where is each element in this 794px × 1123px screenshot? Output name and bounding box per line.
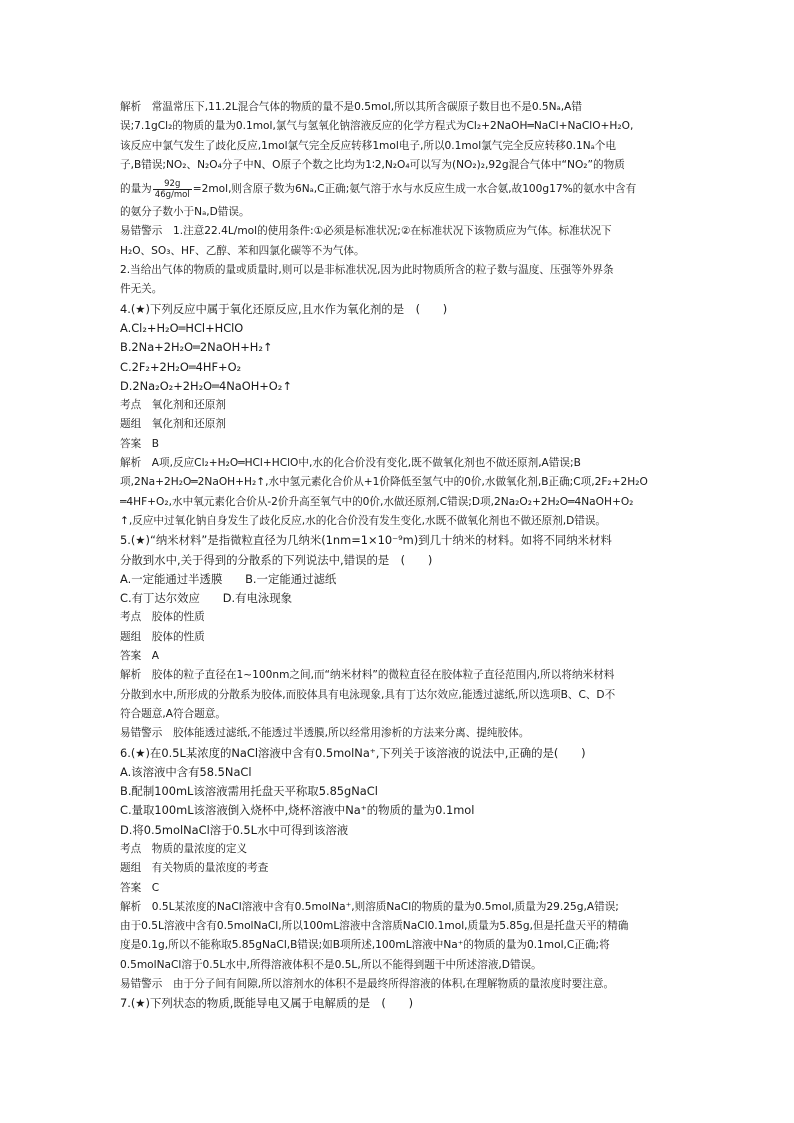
warning-line: 2.当给出气体的物质的量或质量时,则可以是非标准状况,因为此时物质所含的粒子数与温度、压强等外界条 bbox=[120, 264, 614, 277]
analysis-line: 的氨分子数小于Nₐ,D错误。 bbox=[120, 206, 250, 219]
question-5-stem: 5.(★)“纳米材料”是指微粒直径为几纳米(1nm=1×10⁻⁹m)到几十纳米的材料。如将不同纳米材料 bbox=[120, 533, 612, 548]
option-a: A.该溶液中含有58.5NaCl bbox=[120, 764, 252, 779]
analysis-line: 该反应中氯气发生了歧化反应,1mol氯气完全反应转移1mol电子,所以0.1mol氯气完全反应转移0.1Nₐ个电 bbox=[120, 139, 616, 152]
tizu-label: 题组 有关物质的量浓度的考查 bbox=[120, 862, 269, 875]
kaodian-label: 考点 物质的量浓度的定义 bbox=[120, 842, 248, 855]
warning-line: 易错警示 由于分子间有间隙,所以溶剂水的体积不是最终所得溶液的体积,在理解物质的量浓度时要注意。 bbox=[120, 978, 615, 991]
option-b: B.配制100mL该溶液需用托盘天平称取5.85gNaCl bbox=[120, 784, 378, 799]
analysis-fraction-line bbox=[120, 175, 680, 203]
analysis-line: 子,B错误;NO₂、N₂O₄分子中N、O原子个数之比均为1∶2,N₂O₄可以写为(NO₂)₂,92g混合气体中“NO₂”的物质 bbox=[120, 158, 625, 171]
question-5-stem: 分散到水中,关于得到的分散系的下列说法中,错误的是 ( ) bbox=[120, 552, 433, 567]
question-4-stem: 4.(★)下列反应中属于氧化还原反应,且水作为氧化剂的是 ( ) bbox=[120, 301, 448, 316]
warning-line: 件无关。 bbox=[120, 283, 163, 296]
analysis-line: 度是0.1g,所以不能称取5.85gNaCl,B错误;如B项所述,100mL溶液中Na⁺的物质的量为0.1mol,C正确;将 bbox=[120, 939, 610, 952]
option-ab: A.一定能通过半透膜 B.一定能通过滤纸 bbox=[120, 571, 337, 586]
kaodian-label: 考点 胶体的性质 bbox=[120, 611, 205, 624]
question-6-stem: 6.(★)在0.5L某浓度的NaCl溶液中含有0.5molNa⁺,下列关于该溶液的说法中,正确的是( ) bbox=[120, 745, 586, 760]
analysis-line: 解析 胶体的粒子直径在1~100nm之间,而“纳米材料”的微粒直径在胶体粒子直径范围内,所以将纳米材料 bbox=[120, 669, 615, 682]
fraction-numerator: 92g bbox=[153, 179, 192, 190]
answer-label: 答案 A bbox=[120, 650, 160, 663]
question-7-stem: 7.(★)下列状态的物质,既能导电又属于电解质的是 ( ) bbox=[120, 996, 414, 1011]
fraction-prefix: 的量为 bbox=[120, 183, 152, 196]
analysis-line: 误;7.1gCl₂的物质的量为0.1mol,氯气与氢氧化钠溶液反应的化学方程式为Cl₂+2NaOH═NaCl+NaClO+H₂O, bbox=[120, 120, 634, 133]
tizu-label: 题组 胶体的性质 bbox=[120, 630, 205, 643]
document-page bbox=[120, 98, 680, 1014]
analysis-line: 解析 0.5L某浓度的NaCl溶液中含有0.5molNa⁺,则溶质NaCl的物质的量为0.5mol,质量为29.25g,A错误; bbox=[120, 900, 619, 913]
analysis-line: 解析 常温常压下,11.2L混合气体的物质的量不是0.5mol,所以其所含碳原子数目也不是0.5Nₐ,A错 bbox=[120, 101, 582, 113]
option-b: B.2Na+2H₂O═2NaOH+H₂↑ bbox=[120, 340, 273, 355]
option-cd: C.有丁达尔效应 D.有电泳现象 bbox=[120, 591, 293, 606]
analysis-line: 解析 A项,反应Cl₂+H₂O═HCl+HClO中,水的化合价没有变化,既不做氧化剂也不做还原剂,A错误;B bbox=[120, 457, 581, 470]
warning-line: 易错警示 胶体能透过滤纸,不能透过半透膜,所以经常用渗析的方法来分离、提纯胶体。 bbox=[120, 727, 530, 740]
answer-label: 答案 B bbox=[120, 437, 160, 450]
analysis-line: 分散到水中,所形成的分散系为胶体,而胶体具有电泳现象,具有丁达尔效应,能透过滤纸,所以选项B、C、D不 bbox=[120, 688, 616, 701]
analysis-line: ↑,反应中过氧化钠自身发生了歧化反应,水的化合价没有发生变化,水既不做氧化剂也不做还原剂,D错误。 bbox=[120, 514, 607, 527]
analysis-line: 符合题意,A符合题意。 bbox=[120, 707, 226, 720]
analysis-line: ═4HF+O₂,水中氧元素化合价从-2价升高至氧气中的0价,水做还原剂,C错误;D项,2Na₂O₂+2H₂O═4NaOH+O₂ bbox=[120, 495, 634, 508]
analysis-line: 由于0.5L溶液中含有0.5molNaCl,所以100mL溶液中含溶质NaCl0.1mol,质量为5.85g,但是托盘天平的精确 bbox=[120, 920, 629, 933]
fraction-suffix: =2mol,则含原子数为6Nₐ,C正确;氨气溶于水与水反应生成一水合氨,故100g17%的氨水中含有 bbox=[192, 183, 637, 196]
option-c: C.2F₂+2H₂O═4HF+O₂ bbox=[120, 359, 242, 374]
kaodian-label: 考点 氧化剂和还原剂 bbox=[120, 399, 226, 412]
option-d: D.将0.5molNaCl溶于0.5L水中可得到该溶液 bbox=[120, 822, 349, 837]
analysis-line: 项,2Na+2H₂O═2NaOH+H₂↑,水中氢元素化合价从+1价降低至氢气中的0价,水做氧化剂,B正确;C项,2F₂+2H₂O bbox=[120, 476, 648, 489]
option-a: A.Cl₂+H₂O═HCl+HClO bbox=[120, 320, 244, 335]
tizu-label: 题组 氧化剂和还原剂 bbox=[120, 418, 226, 431]
warning-line: H₂O、SO₃、HF、乙醇、苯和四氯化碳等不为气体。 bbox=[120, 244, 365, 257]
option-d: D.2Na₂O₂+2H₂O═4NaOH+O₂↑ bbox=[120, 378, 292, 393]
fraction bbox=[153, 179, 192, 200]
option-c: C.量取100mL该溶液倒入烧杯中,烧杯溶液中Na⁺的物质的量为0.1mol bbox=[120, 803, 475, 818]
answer-label: 答案 C bbox=[120, 881, 160, 894]
warning-line: 易错警示 1.注意22.4L/mol的使用条件:①必须是标准状况;②在标准状况下该物质应为气体。标准状况下 bbox=[120, 225, 612, 238]
analysis-line: 0.5molNaCl溶于0.5L水中,所得溶液体积不是0.5L,所以不能得到题干中所述溶液,D错误。 bbox=[120, 958, 542, 971]
fraction-denominator: 46g/mol bbox=[154, 189, 190, 200]
